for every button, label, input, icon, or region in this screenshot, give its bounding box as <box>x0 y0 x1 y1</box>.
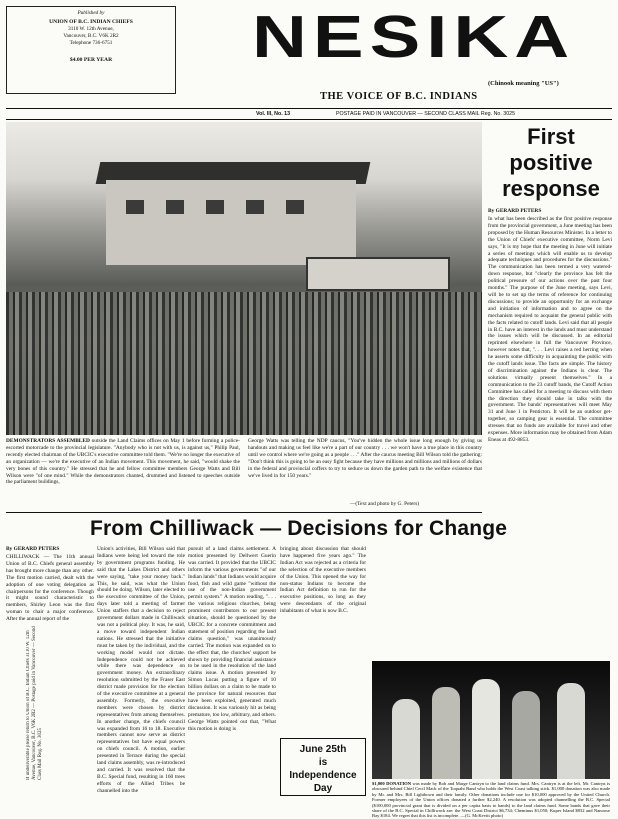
masthead-title: NESIKA <box>252 4 576 71</box>
chilliwack-col-3: pursuit of a land claims settlement. A motion presented by Dellwert Guerin was carried. It provided that the UBCIC inform the various governments "of our Indian lands" that Indians would acquire food, fish and wild game "without the use of the non-Indian government permit system." A motion reading, ". . . the various religious churches, being prominent contributors to our present situation, should be questioned by the UBCIC for a concrete commitment and statement of position regarding the land claims question," was unanimously carried. The motion was expanded on to the effect that, the churches' support be shown by providing financial assistance to be used in the resolution of the land claims issue. A motion presented by Simon Lucas putting a figure of 10 billion dollars on a claim to be made to the province for natural resources that have been exploited, generated much discussion. It was variously hit as being premature, too low, arbitrary, and others. George Watts pointed out that, "What this motion is doing is <box>188 546 276 732</box>
folio-line <box>6 108 612 120</box>
chilliwack-byline: By GERARD PETERS <box>6 546 60 552</box>
publisher-org: UNION OF B.C. INDIAN CHIEFS <box>49 19 133 25</box>
first-positive-headline: First positive response <box>502 124 600 201</box>
first-positive-body: In what has been described as the first positive response from the provincial government, a June meeting has been proposed by the Human Resources Minister. In a letter to the Union of Chiefs' executive committee, Norm Levi says, "It is my hope that the meeting in June will initiate a series of meetings which will enable us to develop adequate techniques and procedures for the discussions." The communication has been termed a very watered-down response, but "clearly the province has felt the political pressure of our actions over the past four months." The purpose of the June meeting, says Levi, will be to set up the terms of reference for continuing discussions; to provide an opportunity for an exchange and initiation of information and to agree on the mechanism required to acquaint the general public with the facts related to cutoff lands. Levi said that all people in B.C. have an interest in the lands and must understand the issues which will be discussed. In an editorial reprinted elsewhere in full the Vancouver Province, however notes that, ". . . Levi raises a red herring when he asserts some difficulty in acquainting the public with the cutoff lands issue. The facts are simple. The history of discrimination against the Indians is clear. The solutions virtually present themselves." In a communication to the 23 cutoff bands, the Cutoff Action Committee has called for a meeting to discuss with them the direction they should take in talks with the government. The bands' representatives will meet May 31 and June 1 in Penticton. It will be an outdoor get-together, so camping gear is essential. The committee stresses that no funds are available for travel and other expenses. More information may be obtained from Adam Eneas at 492-8853. <box>488 216 612 443</box>
publisher-box <box>6 6 176 94</box>
demonstration-photo <box>6 122 482 435</box>
chilliwack-col-4: bringing about discussion that should have happened five years ago." The Indian Act was rejected as a criteria for the selection of the executive members of the Union. This opened the way for non-status Indians to become the Indian Act definition to run for the executive positions, so long as they were descendants of the original inhabitants of what is now B.C. <box>280 546 366 615</box>
chilliwack-col-1: CHILLIWACK — The 11th annual Union of B.C. Chiefs general assembly has brought more change than any other. The first motion carried, dealt with the adoption of one voting delegation as chairpersons for the conference. Though it might sound characteristic to members, Shirley Leon was the first woman to chair a major conference. After the annual report of the <box>6 554 94 623</box>
photo-caption-left <box>6 438 240 486</box>
donation-photo <box>372 661 610 779</box>
masthead-tagline: THE VOICE OF B.C. INDIANS <box>320 91 478 102</box>
postage-notice: POSTAGE PAID IN VANCOUVER — SECOND CLASS MAIL Reg. No. 3025 <box>336 111 516 117</box>
subscription-price: $4.00 PER YEAR <box>69 57 113 63</box>
published-by-label: Published by <box>77 10 105 16</box>
caption-text: outside the Land Claims offices on May 1 before forming a police-escorted motorcade to the provincial legislature. "Anybody who is not with us, is against us," Philip Paul, recently elected chairman of the UBCIC's executive committee told them. "We're no longer the executive of an organization — we're the executive of an Indian movement. This movement, he said, "would shake the very bones of this country." He stressed that he and fellow committee members George Watts and Bill Wilson were "of one mind." While the demonstrators chanted, drummed and listened to speeches outside the parliament buildings, <box>6 438 240 486</box>
publisher-address-2: Vancouver, B.C. V6K 2R2 <box>63 33 119 39</box>
donation-caption-text: $1,000 DONATION was made by Bob and Marge Cantryn to the land claims fund. Mrs. Cantryn is at the left. Mr. Cantryn is obscured behind Chief Cecil Mack of the Toquaht Band who holds the West Coast talking stick. $1,000 donation was also made by Mr. and Mrs. Bill Lightbown and their family. Other donations include one for $10,000 approved by the United Church. Former employees of the Union offices donated a further $2,240. A resolution was adopted channelling the B.C. Special ($100,000 provincial grant that is divided on a per capita basis to bands) to the land claims fund. Some bands that gave their share of the B.C. Special in Chilliwack are: the West Coast District $6,734; Cheminus $1,050; Kuper Island $832 and Nanoose Bay $184. We regret that this list is incomplete. —(G. McKevitt photo) <box>372 781 610 819</box>
caption-lead: DEMONSTRATORS ASSEMBLED <box>6 438 90 444</box>
photo-credit: —(Text and photo by G. Peters) <box>350 501 420 507</box>
independence-day-box: June 25th is Independence Day <box>280 738 366 796</box>
masthead-subtitle: (Chinook meaning "US") <box>488 80 559 87</box>
publisher-telephone: Telephone 736-6751 <box>69 40 113 46</box>
photo-caption-right: George Watts was telling the NDP caucus, "You've hidden the whole issue long enough by giving us handouts and making us feel like we're a part of our country . . . we won't have a true place in this country until we control where we're going as a people . . ." After the caucus meeting Bill Wilson told the gathering: "Don't think this is going to be an easy fight because they have millions and millions and millions of dollars in the federal and provincial coffers to try to seduce us down the garden path to the welfare existence that we've lived in for 150 years." <box>248 438 482 479</box>
chilliwack-headline: From Chilliwack — Decisions for Change <box>90 517 508 540</box>
section-rule <box>6 512 482 513</box>
volume-number: Vol. III, No. 13 <box>256 111 291 117</box>
publisher-address-1: 3110 W. 12th Avenue, <box>68 26 114 32</box>
return-address-label: If undeliverable please return to Union of B.C. Indian Chiefs 3110 W. 12th Avenue, Vancouver, B.C. V6K 2R2 — Postage paid in Vancouver — Second Class Mail Reg. No. 3025 <box>26 626 43 780</box>
first-positive-byline: By GERARD PETERS <box>488 208 542 214</box>
chilliwack-col-2: Union's activities, Bill Wilson said that Indians were being led toward the role by government programs funding. He said that the Lakes District and others were saying, "take your money back." This, he said, was what the Union should be doing. Wilson, later elected to the executive committee of the Union, days later told a meeting of farmer Union staffers that a decision to reject government dollars made in Chilliwack was not a political ploy. It was, he said, a move toward independent Indian nations. He stressed that the initiative must be taken by the individual, and the working model would not dictate. Independence could not be achieved while there was dependence on government money. An extraordinary resolution submitted by the Fraser East district made provision for the election of the executive committee at a general assembly. Formerly, the executive members were chosen by district representatives from among themselves. In another change, the chiefs council was expanded from 16 to 18. Executive members cannot now serve as district representatives but have equal powers on chiefs council. A motion, earlier presented in Terrace during the special land claims assembly, was re-introduced and carried. It was resolved that the B.C. Special fund, resulting in 160 trees efforts of the Allied Tribes be channelled into the <box>97 546 185 794</box>
